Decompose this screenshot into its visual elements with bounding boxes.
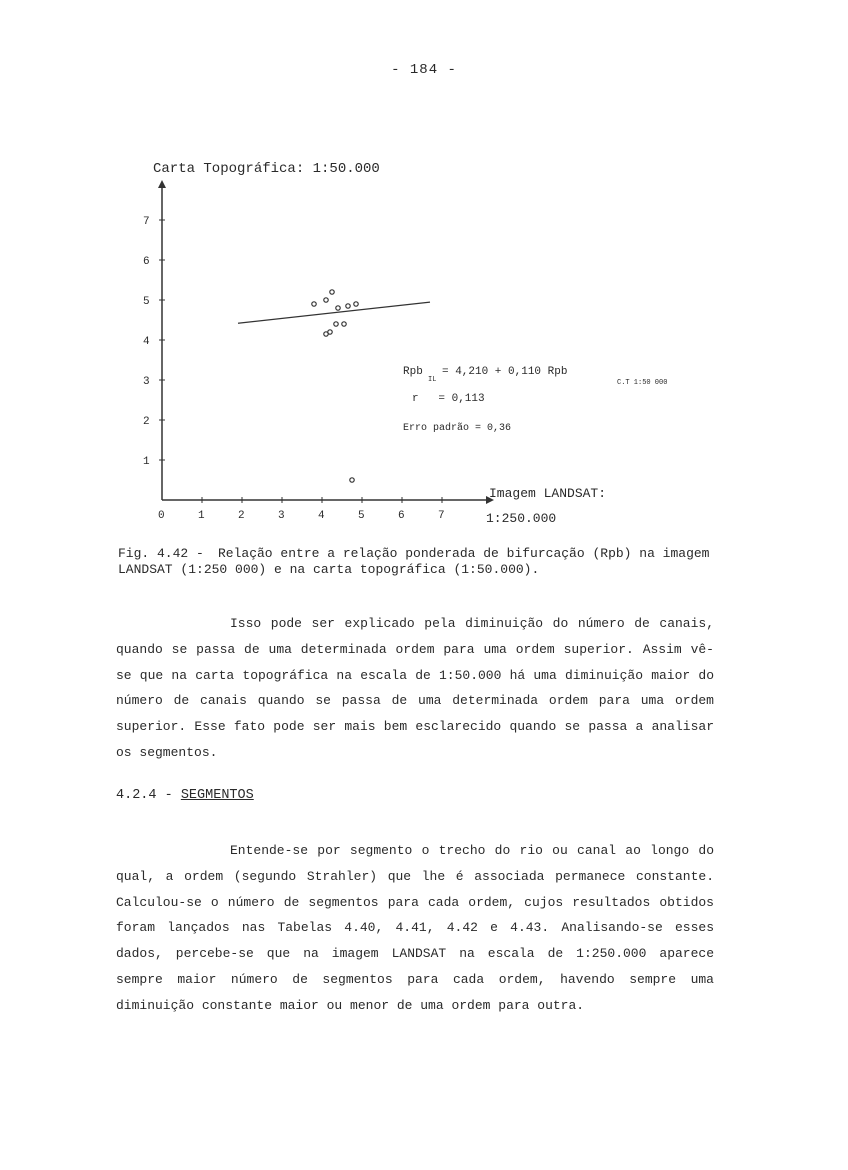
x-tick-label: 5 [358,510,365,522]
y-tick-label: 7 [143,216,150,228]
data-point [342,322,346,326]
chart-title: Carta Topográfica: 1:50.000 [153,161,380,177]
x-tick-label: 0 [158,510,165,522]
section-heading [116,788,254,803]
data-point [312,302,316,306]
equation-lhs: Rpb [403,366,423,378]
x-tick-label: 4 [318,510,325,522]
data-point [328,330,332,334]
data-point [324,298,328,302]
x-tick-label: 2 [238,510,245,522]
regression-line [238,302,430,323]
x-tick-label: 6 [398,510,405,522]
paragraph-1-text: Isso pode ser explicado pela diminuição do número de canais, quando se passa de uma determinada ordem para uma ordem superior. Assim vê-se que na carta topográfica na escala de 1:50.000 há uma diminuição maior do número de canais quando se passa de uma determinada ordem para uma ordem superior. Esse fato pode ser mais bem esclarecido quando se passa a analisar os segmentos. [116,616,714,760]
paragraph-2-text: Entende-se por segmento o trecho do rio ou canal ao longo do qual, a ordem (segundo Strahler) que lhe é associada permanece constante. Calculou-se o número de segmentos para cada ordem, cujos resultados obtidos foram lançados nas Tabelas 4.40, 4.41, 4.42 e 4.43. Analisando-se esses dados, percebe-se que na imagem LANDSAT na escala de 1:250.000 aparece sempre maior número de segmentos para cada ordem, havendo sempre uma diminuição constante maior ou menor de uma ordem para outra. [116,843,714,1013]
x-axis-label-line1: Imagem LANDSAT: [489,486,607,501]
figure-caption-text: Relação entre a relação ponderada de bifurcação (Rpb) na imagem LANDSAT (1:250 000) e na carta topográfica (1:50.000). [118,546,710,577]
equation-rhs-subscript: C.T 1:50 000 [617,379,668,387]
data-point [336,306,340,310]
equation-r: r = 0,113 [412,393,485,405]
x-axis-label-line2: 1:250.000 [486,511,557,526]
figure-label: Fig. 4.42 - [118,546,204,561]
section-title: SEGMENTOS [180,788,254,803]
paragraph-1 [116,611,714,766]
y-tick-label: 1 [143,456,150,468]
equation-standard-error: Erro padrão = 0,36 [403,423,512,434]
equation-rhs: = 4,210 + 0,110 Rpb [442,366,568,378]
figure-caption [118,546,718,578]
regression-line-group [238,302,430,323]
y-tick-label: 6 [143,256,150,268]
data-point [334,322,338,326]
y-tick-label: 5 [143,296,150,308]
y-axis-arrow [158,180,166,188]
x-tick-label: 3 [278,510,285,522]
y-tick-label: 4 [143,336,150,348]
scatter-chart [0,0,848,560]
chart-axes [158,180,494,504]
x-tick-label: 1 [198,510,205,522]
paragraph-2 [116,838,714,1019]
data-point [330,290,334,294]
x-tick-label: 7 [438,510,445,522]
data-point [350,478,354,482]
section-number: 4.2.4 - [116,788,173,803]
y-tick-label: 2 [143,416,150,428]
data-points [312,290,358,482]
y-tick-label: 3 [143,376,150,388]
regression-equation [403,366,667,434]
equation-lhs-subscript: IL [428,376,437,384]
data-point [354,302,358,306]
data-point [346,304,350,308]
page-number: - 184 - [391,62,457,78]
